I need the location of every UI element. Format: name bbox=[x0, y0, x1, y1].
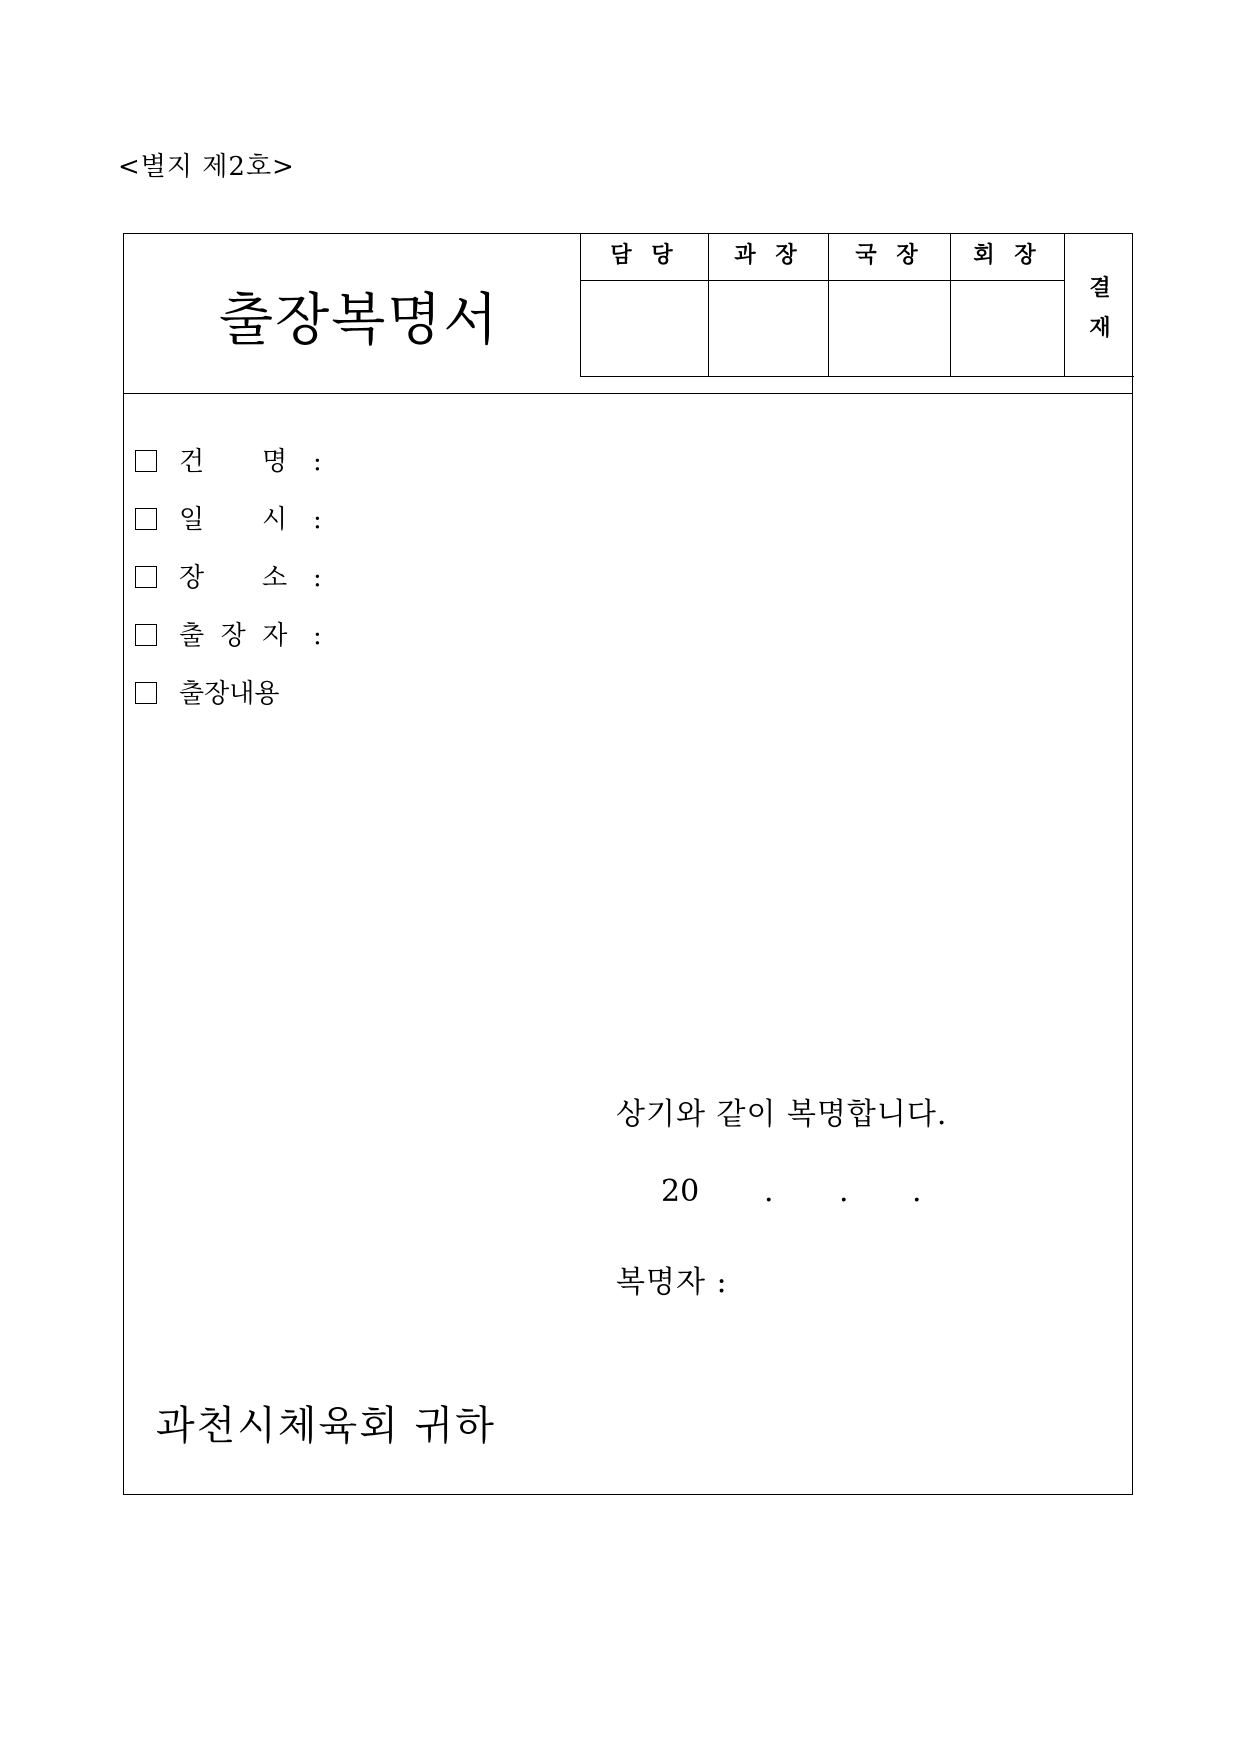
approval-side-label-bottom: 재 bbox=[1089, 316, 1111, 341]
traveler-label: 출 장 자 bbox=[179, 621, 288, 651]
approval-header-staff: 담 당 bbox=[581, 233, 708, 281]
subject-colon: : bbox=[313, 447, 322, 477]
datetime-checkbox[interactable] bbox=[135, 508, 157, 530]
form-header bbox=[124, 234, 1132, 394]
approval-table bbox=[580, 233, 1134, 377]
approval-column-staff bbox=[581, 233, 709, 376]
datetime-label: 일 시 bbox=[179, 505, 288, 535]
approval-header-director: 국 장 bbox=[829, 233, 950, 281]
recipient-line: 과천시체육회 귀하 bbox=[156, 1403, 496, 1449]
date-dot-day: . bbox=[912, 1174, 922, 1209]
approval-sign-box-chairman[interactable] bbox=[951, 281, 1064, 375]
approval-sign-box-director[interactable] bbox=[829, 281, 950, 375]
approval-side-label-top: 결 bbox=[1089, 276, 1111, 301]
date-dot-year: . bbox=[764, 1174, 774, 1209]
place-checkbox[interactable] bbox=[135, 566, 157, 588]
approval-sign-box-section-chief[interactable] bbox=[709, 281, 828, 375]
approval-column-chairman bbox=[951, 233, 1065, 376]
approval-header-section-chief: 과 장 bbox=[709, 233, 828, 281]
date-dot-month: . bbox=[839, 1174, 849, 1209]
place-colon: : bbox=[313, 563, 322, 593]
subject-label: 건 명 bbox=[179, 447, 288, 477]
traveler-colon: : bbox=[313, 621, 322, 651]
approval-header-chairman: 회 장 bbox=[951, 233, 1064, 281]
datetime-colon: : bbox=[313, 505, 322, 535]
approval-side-label bbox=[1065, 233, 1135, 376]
traveler-checkbox[interactable] bbox=[135, 624, 157, 646]
approval-column-director bbox=[829, 233, 951, 376]
annex-label: <별지 제2호> bbox=[118, 152, 295, 182]
document-title: 출장복명서 bbox=[219, 288, 500, 353]
date-year: 20 bbox=[661, 1174, 700, 1209]
approval-column-section-chief bbox=[709, 233, 829, 376]
report-form bbox=[123, 233, 1133, 1495]
place-label: 장 소 bbox=[179, 563, 288, 593]
trip-details-checkbox[interactable] bbox=[135, 682, 157, 704]
trip-details-label: 출장내용 bbox=[179, 679, 280, 709]
closing-sentence: 상기와 같이 복명합니다. bbox=[616, 1097, 948, 1132]
reporter-label: 복명자 : bbox=[616, 1265, 728, 1300]
subject-checkbox[interactable] bbox=[135, 450, 157, 472]
approval-sign-box-staff[interactable] bbox=[581, 281, 708, 375]
